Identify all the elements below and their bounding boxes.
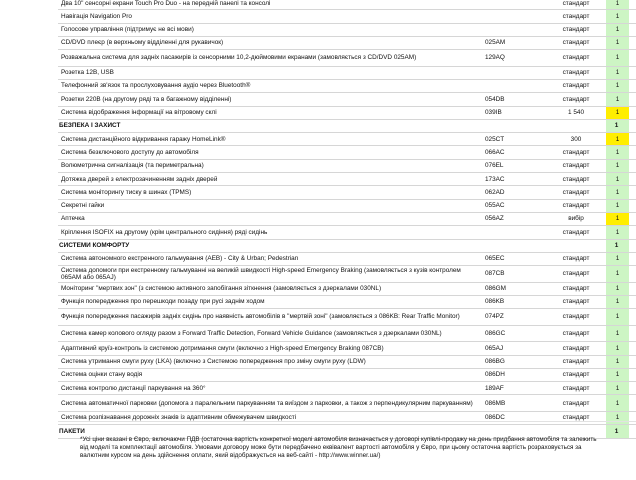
option-code: 086DH xyxy=(482,368,546,381)
option-row xyxy=(58,133,636,146)
option-row xyxy=(58,146,636,159)
row-filler xyxy=(629,282,636,295)
option-quantity: 1 xyxy=(606,93,629,106)
row-filler xyxy=(629,212,636,225)
option-price: стандарт xyxy=(546,0,606,10)
section-title: ПАКЕТИ xyxy=(58,425,606,438)
option-code: 076EL xyxy=(482,159,546,172)
option-row xyxy=(58,50,636,67)
option-row xyxy=(58,66,636,79)
option-price: стандарт xyxy=(546,395,606,412)
option-code: 086DC xyxy=(482,411,546,424)
row-filler xyxy=(629,199,636,212)
option-quantity: 1 xyxy=(606,106,629,119)
row-filler xyxy=(629,186,636,199)
option-price: стандарт xyxy=(546,10,606,23)
option-quantity: 1 xyxy=(606,226,629,239)
option-price: 300 xyxy=(546,133,606,146)
option-name: Функція попередження пасажирів задніх сидінь про наявність автомобілів в "мертвій зоні" (замовляється з 086KB: Rear Traffic Monitor) xyxy=(58,309,482,326)
option-row xyxy=(58,79,636,92)
option-row xyxy=(58,10,636,23)
row-filler xyxy=(629,309,636,326)
option-row xyxy=(58,309,636,326)
option-code: 039IB xyxy=(482,106,546,119)
section-title: СИСТЕМИ КОМФОРТУ xyxy=(58,239,606,252)
option-quantity: 1 xyxy=(606,282,629,295)
option-row xyxy=(58,325,636,342)
option-price: стандарт xyxy=(546,252,606,265)
option-quantity: 1 xyxy=(606,133,629,146)
option-name: Розетки 220В (на другому ряді та в багажному відділенні) xyxy=(58,93,482,106)
option-code: 054DB xyxy=(482,93,546,106)
row-filler xyxy=(629,425,636,438)
option-code xyxy=(482,10,546,23)
option-code: 173AC xyxy=(482,173,546,186)
option-code: 086GC xyxy=(482,325,546,342)
option-name: Система допомоги при екстренному гальмуванні на великій швидкості High-speed Emergency Braking (замовляється з кузів контролем 065AM або 065AJ) xyxy=(58,266,482,283)
option-quantity: 1 xyxy=(606,411,629,424)
option-price: стандарт xyxy=(546,325,606,342)
option-code xyxy=(482,66,546,79)
row-filler xyxy=(629,10,636,23)
option-code: 086GM xyxy=(482,282,546,295)
option-row xyxy=(58,159,636,172)
options-table xyxy=(58,0,636,439)
option-quantity: 1 xyxy=(606,199,629,212)
option-price: стандарт xyxy=(546,146,606,159)
option-name: Аптечка xyxy=(58,212,482,225)
option-name: Секретні гайки xyxy=(58,199,482,212)
option-row xyxy=(58,186,636,199)
option-code xyxy=(482,23,546,36)
option-name: Телефонний зв'язок та прослуховування аудіо через Bluetooth® xyxy=(58,79,482,92)
option-name: Система автоматичної парковки (допомога з паралельним паркуванням та виїздом з парковки, а також з перпендикулярним паркуванням) xyxy=(58,395,482,412)
row-filler xyxy=(629,342,636,355)
option-quantity: 1 xyxy=(606,295,629,308)
option-quantity: 1 xyxy=(606,146,629,159)
option-quantity: 1 xyxy=(606,239,629,252)
option-code xyxy=(482,79,546,92)
option-price: стандарт xyxy=(546,79,606,92)
row-filler xyxy=(629,0,636,10)
option-price: 1 540 xyxy=(546,106,606,119)
row-filler xyxy=(629,395,636,412)
option-row xyxy=(58,342,636,355)
option-price: стандарт xyxy=(546,36,606,49)
row-filler xyxy=(629,93,636,106)
option-row xyxy=(58,295,636,308)
option-row xyxy=(58,173,636,186)
option-name: Два 10" сенсорні екрани Touch Pro Duo - на передній панелі та консолі xyxy=(58,0,482,10)
option-quantity: 1 xyxy=(606,119,629,132)
option-price: стандарт xyxy=(546,66,606,79)
option-row xyxy=(58,252,636,265)
option-row xyxy=(58,355,636,368)
row-filler xyxy=(629,79,636,92)
option-quantity: 1 xyxy=(606,50,629,67)
option-code: 086BG xyxy=(482,355,546,368)
option-code: 062AD xyxy=(482,186,546,199)
option-code: 065AJ xyxy=(482,342,546,355)
option-price: стандарт xyxy=(546,173,606,186)
option-quantity: 1 xyxy=(606,173,629,186)
option-name: Система відображення інформації на вітровому склі xyxy=(58,106,482,119)
option-quantity: 1 xyxy=(606,325,629,342)
option-code: 189AF xyxy=(482,382,546,395)
option-row xyxy=(58,382,636,395)
option-price: стандарт xyxy=(546,295,606,308)
option-code: 055AC xyxy=(482,199,546,212)
option-row xyxy=(58,266,636,283)
section-header-row xyxy=(58,239,636,252)
option-quantity: 1 xyxy=(606,309,629,326)
option-price: стандарт xyxy=(546,159,606,172)
option-price: стандарт xyxy=(546,50,606,67)
option-name: Функція попередження про перешкоди позаду при русі заднім ходом xyxy=(58,295,482,308)
option-row xyxy=(58,199,636,212)
row-filler xyxy=(629,23,636,36)
option-name: Система розпізнавання дорожніх знаків із адаптивним обмежувачем швидкості xyxy=(58,411,482,424)
option-price: стандарт xyxy=(546,309,606,326)
option-row xyxy=(58,395,636,412)
option-price: стандарт xyxy=(546,382,606,395)
option-name: Система дистанційного відкривання гаражу HomeLink® xyxy=(58,133,482,146)
row-filler xyxy=(629,159,636,172)
row-filler xyxy=(629,266,636,283)
section-title: БЕЗПЕКА І ЗАХИСТ xyxy=(58,119,606,132)
option-row xyxy=(58,226,636,239)
options-table-body xyxy=(58,0,636,438)
row-filler xyxy=(629,173,636,186)
pricing-footnote: *Усі ціни вказані в Євро, включаючи ПДВ (остаточна вартість конкретної моделі автомобіля визначається у договорі купівлі-продажу на день придбання автомобіля та залежить від моделі та комплектації автомобіля. Умовами договору може бути передбачено еквівалент вартості автомобіля у Євро, при цьому остаточна вартість розраховується за валютним курсом на день здійснення оплати, який відображується на веб-сайті - http://www.winner.ua/) xyxy=(80,436,597,459)
row-filler xyxy=(629,133,636,146)
option-name: Моніторинг "мертвих зон" (з системою активного запобігання зіткнення (замовляється з дзеркалами 030NL) xyxy=(58,282,482,295)
row-filler xyxy=(629,325,636,342)
option-quantity: 1 xyxy=(606,186,629,199)
option-price: стандарт xyxy=(546,342,606,355)
option-row xyxy=(58,411,636,424)
option-quantity: 1 xyxy=(606,368,629,381)
option-price: стандарт xyxy=(546,282,606,295)
option-code: 065EC xyxy=(482,252,546,265)
option-price: стандарт xyxy=(546,93,606,106)
option-code: 074PZ xyxy=(482,309,546,326)
option-name: Система утримання смуги руху (LKA) (включно з Системою попередження про зміну смуги руху (LDW) xyxy=(58,355,482,368)
option-quantity: 1 xyxy=(606,252,629,265)
row-filler xyxy=(629,382,636,395)
option-row xyxy=(58,23,636,36)
row-filler xyxy=(629,119,636,132)
option-name: Розважальна система для задніх пасажирів із сенсорними 10,2-дюймовими екранами (замовляється з CD/DVD 025AM) xyxy=(58,50,482,67)
option-quantity: 1 xyxy=(606,23,629,36)
row-filler xyxy=(629,239,636,252)
row-filler xyxy=(629,226,636,239)
option-quantity: 1 xyxy=(606,36,629,49)
option-quantity: 1 xyxy=(606,66,629,79)
option-name: Голосове управління (підтримує не всі мови) xyxy=(58,23,482,36)
option-price: стандарт xyxy=(546,266,606,283)
option-code: 129AQ xyxy=(482,50,546,67)
option-name: Адаптивний круїз-контроль із системою дотримання смуги (включно з High-speed Emergency Braking 087CB) xyxy=(58,342,482,355)
option-name: Дотяжка дверей з електрозачиненням задніх дверей xyxy=(58,173,482,186)
option-name: Розетка 12В, USB xyxy=(58,66,482,79)
option-code: 025AM xyxy=(482,36,546,49)
option-price: стандарт xyxy=(546,411,606,424)
option-code: 025CT xyxy=(482,133,546,146)
row-filler xyxy=(629,36,636,49)
option-quantity: 1 xyxy=(606,395,629,412)
option-quantity: 1 xyxy=(606,159,629,172)
option-name: Навігація Navigation Pro xyxy=(58,10,482,23)
option-quantity: 1 xyxy=(606,355,629,368)
row-filler xyxy=(629,355,636,368)
option-price: стандарт xyxy=(546,355,606,368)
option-name: Система контролю дистанції паркування на 360° xyxy=(58,382,482,395)
option-name: Система камер колового огляду разом з Forward Traffic Detection, Forward Vehicle Guidance (замовляється з дзеркалами 030NL) xyxy=(58,325,482,342)
option-code: 056AZ xyxy=(482,212,546,225)
option-row xyxy=(58,0,636,10)
option-name: Система моніторингу тиску в шинах (TPMS) xyxy=(58,186,482,199)
option-quantity: 1 xyxy=(606,382,629,395)
option-price: стандарт xyxy=(546,226,606,239)
option-quantity: 1 xyxy=(606,342,629,355)
option-row xyxy=(58,212,636,225)
option-name: Кріплення ISOFIX на другому (крім центрального сидіння) ряді сидінь xyxy=(58,226,482,239)
option-price: стандарт xyxy=(546,23,606,36)
option-price: стандарт xyxy=(546,186,606,199)
option-price: стандарт xyxy=(546,368,606,381)
option-quantity: 1 xyxy=(606,10,629,23)
option-name: Система автономного екстренного гальмування (AEB) - City & Urban; Pedestrian xyxy=(58,252,482,265)
option-quantity: 1 xyxy=(606,266,629,283)
row-filler xyxy=(629,66,636,79)
option-name: Система безключового доступу до автомобіля xyxy=(58,146,482,159)
option-quantity: 1 xyxy=(606,425,629,438)
option-row xyxy=(58,106,636,119)
option-price: вибір xyxy=(546,212,606,225)
option-code: 087CB xyxy=(482,266,546,283)
option-row xyxy=(58,368,636,381)
option-code: 086MB xyxy=(482,395,546,412)
row-filler xyxy=(629,50,636,67)
section-header-row xyxy=(58,119,636,132)
option-row xyxy=(58,36,636,49)
option-code xyxy=(482,226,546,239)
row-filler xyxy=(629,411,636,424)
option-name: Система оцінки стану водія xyxy=(58,368,482,381)
option-quantity: 1 xyxy=(606,79,629,92)
row-filler xyxy=(629,106,636,119)
option-name: CD/DVD плеєр (в верхньому відділенні для рукавичок) xyxy=(58,36,482,49)
option-row xyxy=(58,282,636,295)
option-name: Волюметрична сигналізація (та периметральна) xyxy=(58,159,482,172)
option-quantity: 1 xyxy=(606,212,629,225)
option-row xyxy=(58,93,636,106)
row-filler xyxy=(629,252,636,265)
row-filler xyxy=(629,146,636,159)
option-quantity: 1 xyxy=(606,0,629,10)
option-code: 066AC xyxy=(482,146,546,159)
option-price: стандарт xyxy=(546,199,606,212)
row-filler xyxy=(629,295,636,308)
option-code: 086KB xyxy=(482,295,546,308)
divider xyxy=(58,421,636,422)
row-filler xyxy=(629,368,636,381)
option-code xyxy=(482,0,546,10)
